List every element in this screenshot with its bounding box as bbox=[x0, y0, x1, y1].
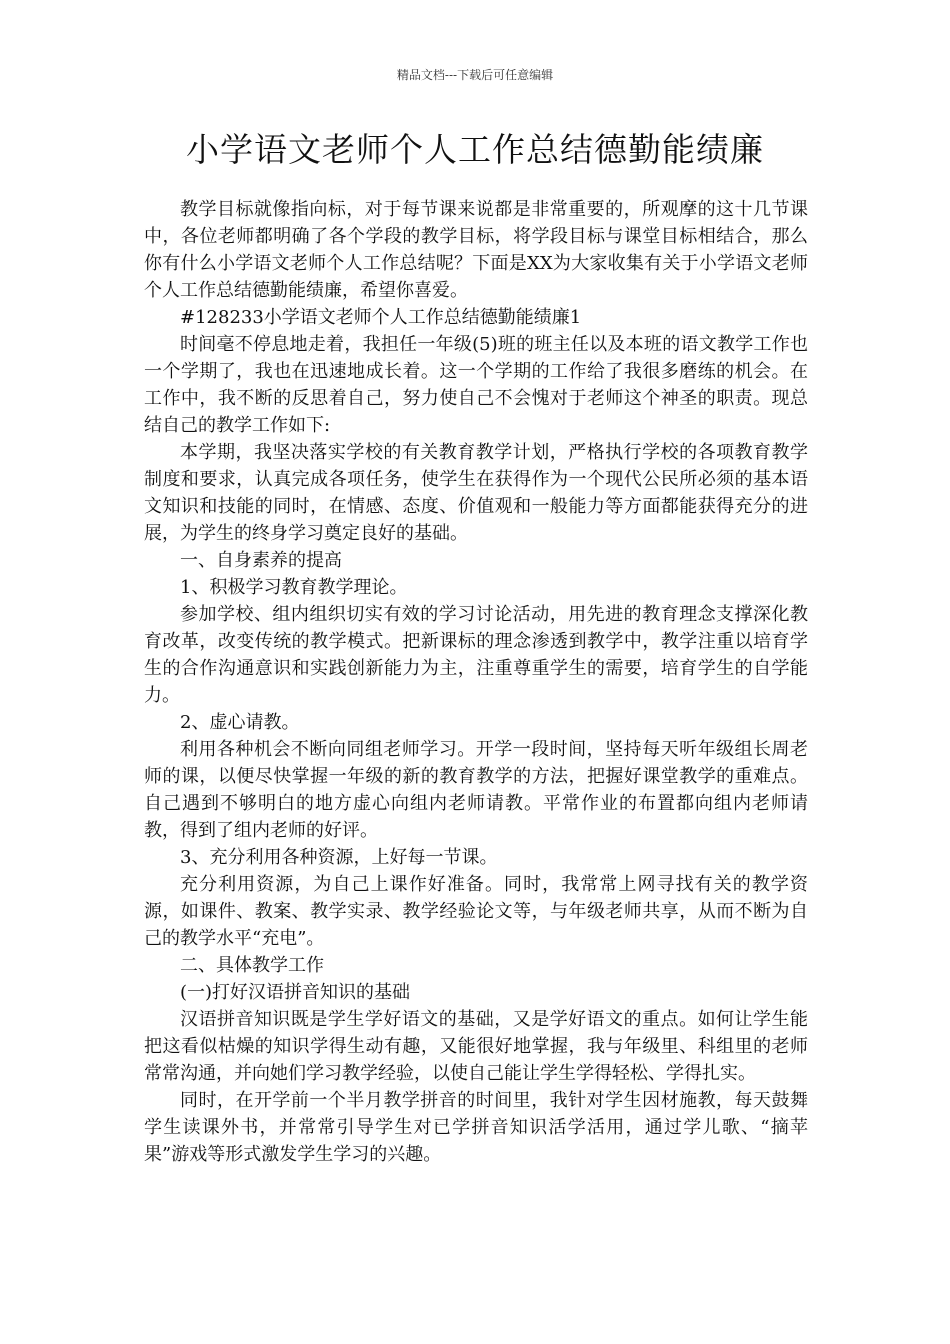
body-paragraph: 本学期，我坚决落实学校的有关教育教学计划，严格执行学校的各项教育教学制度和要求，认真完成各项任务，使学生在获得作为一个现代公民所必须的基本语文知识和技能的同时，在情感、态度、价值观和一般能力等方面都能获得充分的进展，为学生的终身学习奠定良好的基础。 bbox=[144, 442, 808, 544]
section-heading: 二、具体教学工作 bbox=[180, 955, 324, 976]
subsection-heading: 1、积极学习教育教学理论。 bbox=[180, 577, 408, 598]
document-title: 小学语文老师个人工作总结德勤能绩廉 bbox=[186, 130, 764, 169]
subsection-heading: 2、虚心请教。 bbox=[180, 712, 300, 733]
body-paragraph: 利用各种机会不断向同组老师学习。开学一段时间，坚持每天听年级组长周老师的课，以便尽快掌握一年级的新的教育教学的方法，把握好课堂教学的重难点。自己遇到不够明白的地方虚心向组内老师请教。平常作业的布置都向组内老师请教，得到了组内老师的好评。 bbox=[144, 739, 808, 841]
body-paragraph: 汉语拼音知识既是学生学好语文的基础，又是学好语文的重点。如何让学生能把这看似枯燥的知识学得生动有趣，又能很好地掌握，我与年级里、科组里的老师常常沟通，并向她们学习教学经验，以使自己能让学生学得轻松、学得扎实。 bbox=[144, 1009, 808, 1084]
section-heading: 一、自身素养的提高 bbox=[180, 550, 342, 571]
document-body bbox=[144, 196, 808, 1168]
body-paragraph: 参加学校、组内组织切实有效的学习讨论活动，用先进的教育理念支撑深化教育改革，改变传统的教学模式。把新课标的理念渗透到教学中，教学注重以培育学生的合作沟通意识和实践创新能力为主，注重尊重学生的需要，培育学生的自学能力。 bbox=[144, 604, 808, 706]
intro-paragraph: 教学目标就像指向标，对于每节课来说都是非常重要的，所观摩的这十几节课中，各位老师都明确了各个学段的教学目标，将学段目标与课堂目标相结合，那么你有什么小学语文老师个人工作总结呢？下面是XX为大家收集有关于小学语文老师个人工作总结德勤能绩廉，希望你喜爱。 bbox=[144, 199, 808, 301]
subsection-heading: (一)打好汉语拼音知识的基础 bbox=[180, 982, 411, 1003]
header-note: 精品文档---下载后可任意编辑 bbox=[396, 68, 554, 82]
body-paragraph: 同时，在开学前一个半月教学拼音的时间里，我针对学生因材施教，每天鼓舞学生读课外书，并常常引导学生对已学拼音知识活学活用，通过学儿歌、“摘苹果”游戏等形式激发学生学习的兴趣。 bbox=[144, 1090, 808, 1165]
article-heading: #128233小学语文老师个人工作总结德勤能绩廉1 bbox=[180, 307, 582, 328]
subsection-heading: 3、充分利用各种资源，上好每一节课。 bbox=[180, 847, 498, 868]
body-paragraph: 时间毫不停息地走着，我担任一年级(5)班的班主任以及本班的语文教学工作也一个学期了，我也在迅速地成长着。这一个学期的工作给了我很多磨练的机会。在工作中，我不断的反思着自己，努力使自己不会愧对于老师这个神圣的职责。现总结自己的教学工作如下: bbox=[144, 334, 808, 436]
body-paragraph: 充分利用资源，为自己上课作好准备。同时，我常常上网寻找有关的教学资源，如课件、教案、教学实录、教学经验论文等，与年级老师共享，从而不断为自己的教学水平“充电”。 bbox=[144, 874, 808, 949]
